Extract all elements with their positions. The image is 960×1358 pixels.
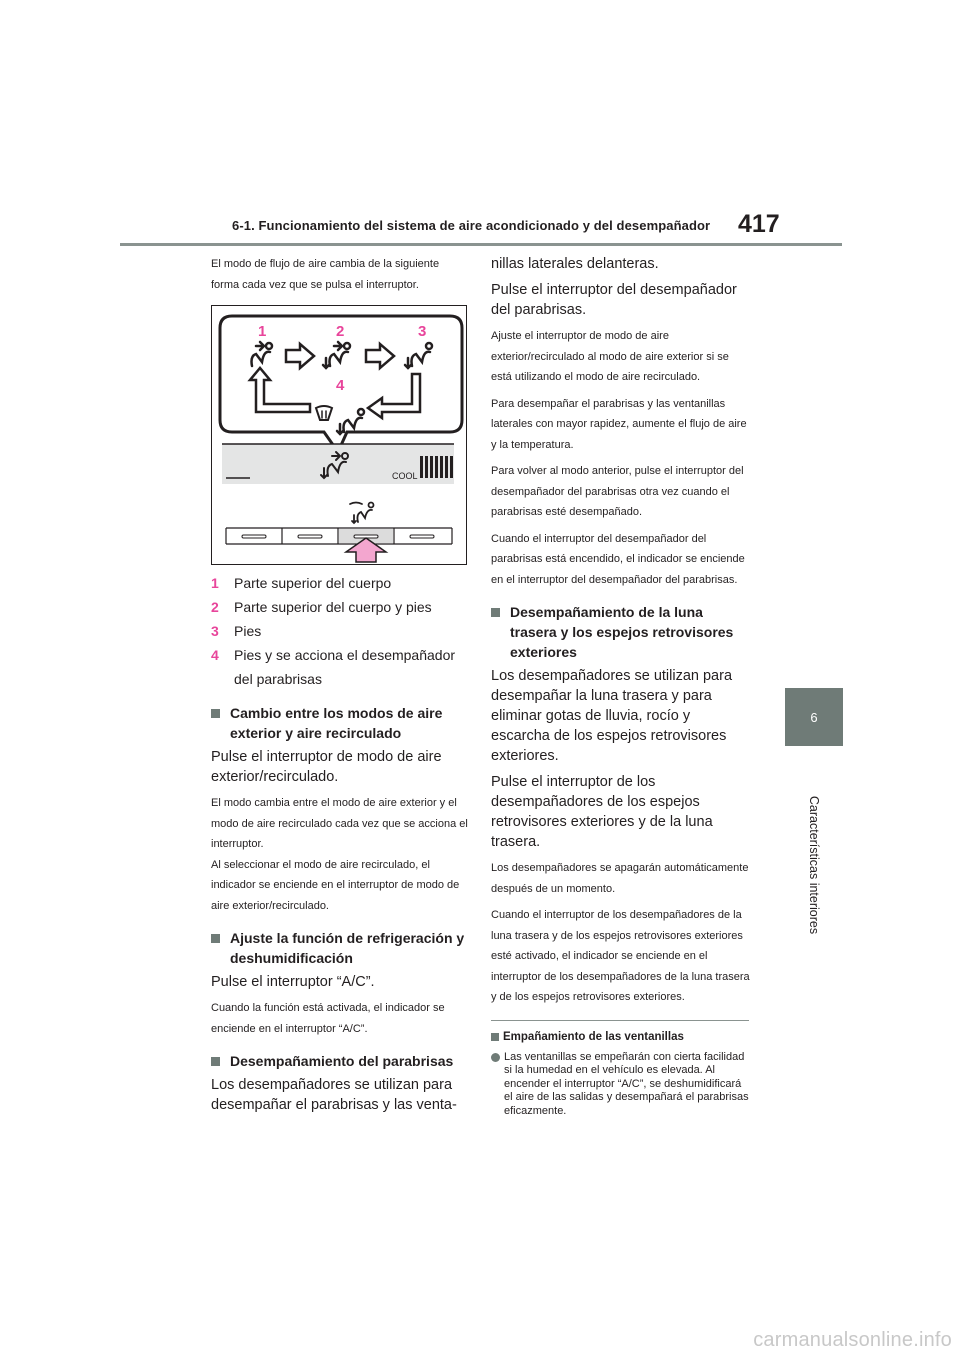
fogging-note: Las ventanillas se empeñarán con cierta facilidad si la humedad en el vehículo es elevada. Al encender el interruptor “A/C”, se deshumidificará el aire de las salidas y desempañará el parabrisas eficazmente. [491, 1051, 751, 1119]
right-column [491, 254, 751, 1118]
button-mode-icon [350, 503, 374, 524]
windshield-note-1: Ajuste el interruptor de modo de aire exterior/recirculado al modo de aire exterior si se está utilizando el modo de aire recirculado. [491, 330, 729, 383]
watermark: carmanualsonline.info [753, 1329, 952, 1351]
mode-label-1: 1 [258, 323, 267, 340]
mode-label-3: 3 [418, 323, 427, 340]
heading-bullet [211, 1057, 220, 1066]
legend-item-2: 2 Parte superior del cuerpo y pies [211, 599, 432, 615]
display-panel [222, 444, 454, 484]
rear-defog-note-1: Los desempañadores se apagarán automáticamente después de un momento. [491, 862, 749, 895]
windshield-instruction: Pulse el interruptor del desempañador del parabrisas. [491, 282, 737, 318]
cooling-instruction: Pulse el interruptor “A/C”. [211, 974, 375, 990]
rear-defog-text-2: Pulse el interruptor de los desempañadores de los espejos retrovisores exteriores y de la luna trasera. [491, 774, 713, 850]
windshield-heading: Desempañamiento del parabrisas [211, 1051, 469, 1071]
recirc-note-2: Al seleccionar el modo de aire recirculado, el indicador se enciende en el interruptor de modo de aire exterior/recirculado. [211, 858, 460, 912]
rear-defog-note-2: Cuando el interruptor de los desempañadores de la luna trasera y de los espejos retrovisores exteriores esté activado, el indicador se enciende en el interruptor de los desempañadores de la luna trasera y de los espejos retrovisores exteriores. [491, 909, 750, 1003]
recirc-instruction: Pulse el interruptor de modo de aire exterior/recirculado. [211, 749, 442, 785]
header-rule [120, 243, 842, 246]
legend-item-4: 4 Pies y se acciona el desempañador del parabrisas [211, 647, 456, 687]
windshield-note-4: Cuando el interruptor del desempañador del parabrisas está encendido, el indicador se enciende en el interruptor del desempañador del parabrisas. [491, 532, 745, 586]
intro-text: El modo de flujo de aire cambia de la siguiente forma cada vez que se pulsa el interruptor. [211, 258, 440, 291]
section-title: 6-1. Funcionamiento del sistema de aire acondicionado y del desempañador [232, 218, 711, 233]
airflow-diagram-svg [212, 306, 466, 564]
chapter-label-text: Características interiores [807, 795, 821, 935]
heading-bullet [491, 608, 500, 617]
fogging-heading: Empañamiento de las ventanillas [491, 1029, 751, 1045]
left-column [211, 254, 469, 1121]
page-number: 417 [738, 210, 780, 238]
heading-bullet [211, 709, 220, 718]
chapter-tab[interactable]: 6 [785, 688, 843, 746]
recirc-heading: Cambio entre los modos de aire exterior y aire recirculado [211, 703, 469, 743]
legend-item-1: 1 Parte superior del cuerpo [211, 575, 392, 591]
panel-button[interactable] [298, 535, 322, 538]
panel-button[interactable] [242, 535, 266, 538]
windshield-note-2: Para desempañar el parabrisas y las ventanillas laterales con mayor rapidez, aumente el flujo de aire y la temperatura. [491, 397, 747, 451]
heading-bullet [211, 934, 220, 943]
mode-label-4: 4 [336, 377, 345, 394]
bullet-dot [491, 1053, 500, 1062]
cooling-note: Cuando la función está activada, el indicador se enciende en el interruptor “A/C”. [211, 1002, 445, 1035]
panel-button[interactable] [410, 535, 434, 538]
windshield-note-3: Para volver al modo anterior, pulse el interruptor del desempañador del parabrisas otra vez cuando el parabrisas esté desempañado. [491, 465, 744, 518]
windshield-text-cont: nillas laterales delanteras. [491, 256, 659, 272]
windshield-text: Los desempañadores se utilizan para desempañar el parabrisas y las venta- [211, 1077, 457, 1113]
mode-label-2: 2 [336, 323, 345, 340]
chapter-label [785, 740, 843, 990]
legend-item-3: 3 Pies [211, 623, 262, 639]
notes-divider [491, 1020, 749, 1021]
cooling-heading: Ajuste la función de refrigeración y deshumidificación [211, 928, 469, 968]
rear-defog-text-1: Los desempañadores se utilizan para desempañar la luna trasera y para eliminar gotas de lluvia, rocío y escarcha de los espejos retrovisores exteriores. [491, 668, 733, 764]
heading-bullet [491, 1033, 499, 1041]
rear-defog-heading: Desempañamiento de la luna trasera y los espejos retrovisores exteriores [491, 602, 751, 662]
recirc-note-1: El modo cambia entre el modo de aire exterior y el modo de aire recirculado cada vez que se acciona el interruptor. [211, 797, 468, 850]
cool-indicator: COOL [392, 471, 418, 481]
airflow-mode-diagram [211, 305, 467, 565]
